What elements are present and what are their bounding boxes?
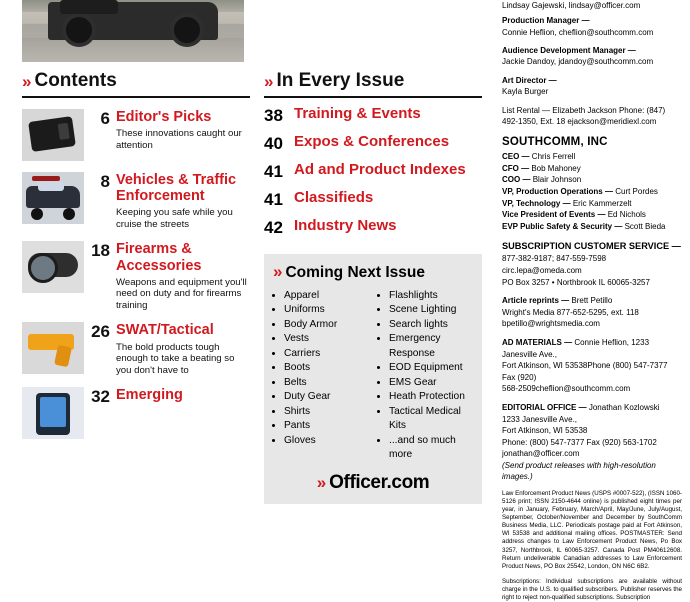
entry-title[interactable]: Emerging (116, 387, 183, 404)
role-label: Production Manager — (502, 16, 590, 26)
chevron-double-right-icon: » (264, 72, 272, 91)
item-page: 41 (264, 162, 283, 181)
entry-desc: Weapons and equipment you'll need on duty and for firearms training (116, 276, 247, 311)
contents-entry[interactable] (22, 387, 250, 439)
list-item: • Pants (284, 419, 368, 433)
entry-page: 6 (100, 109, 110, 128)
chevron-double-right-icon: » (22, 72, 30, 91)
launcher-thumb (22, 322, 84, 374)
entry-desc: These innovations caught our attention (116, 128, 242, 151)
ad-materials-line: Fort Atkinson, WI 53538Phone (800) 547-7377 Fax (920) (502, 361, 668, 382)
subscription-line[interactable]: circ.lepa@omeda.com (502, 265, 582, 275)
list-item: • Heath Protection (389, 390, 473, 404)
list-item: • Emergency Response (389, 332, 473, 361)
contents-heading-label: Contents (34, 70, 117, 91)
coming-next-column-2 (378, 289, 473, 463)
list-item: • Shirts (284, 405, 368, 419)
item-title[interactable]: Ad and Product Indexes (294, 161, 466, 178)
entry-desc: The bold products tough enough to take a beating so you don't have to (116, 341, 235, 376)
list-item: • Flashlights (389, 289, 473, 303)
subscription-title: SUBSCRIPTION CUSTOMER SERVICE — (502, 241, 681, 252)
device-thumb (22, 109, 84, 161)
officer-brand-label[interactable]: Officer.com (329, 471, 430, 493)
coming-next-heading-label: Coming Next Issue (285, 264, 425, 281)
every-issue-heading (264, 70, 482, 92)
officer-name: Chris Ferrell (531, 152, 576, 162)
every-issue-heading-label: In Every Issue (276, 70, 405, 91)
item-page: 41 (264, 190, 283, 209)
photo-road (22, 38, 244, 62)
editorial-line[interactable]: jonathan@officer.com (502, 449, 580, 459)
editorial-line: Jonathan Kozlowski (588, 402, 660, 412)
item-title[interactable]: Training & Events (294, 105, 421, 122)
contents-entry[interactable] (22, 322, 250, 376)
list-item[interactable] (264, 162, 482, 182)
list-item: • Search lights (389, 318, 473, 332)
item-page: 42 (264, 218, 283, 237)
item-page: 40 (264, 134, 283, 153)
contents-column (22, 70, 250, 439)
list-item: • EOD Equipment (389, 361, 473, 375)
item-title[interactable]: Industry News (294, 217, 397, 234)
list-item: • Scene Lighting (389, 303, 473, 317)
list-item: • Vests (284, 332, 368, 346)
contents-entry[interactable] (22, 241, 250, 311)
ad-materials-line: Connie Heflion, 1233 Janesville Ave., (502, 337, 650, 359)
reprints-contact: Brett Petillo (571, 296, 613, 306)
divider (264, 96, 482, 98)
editorial-line: 1233 Janesville Ave., (502, 414, 578, 424)
officer-name: Blair Johnson (532, 175, 582, 185)
list-item: • Duty Gear (284, 390, 368, 404)
officer-role: EVP Public Safety & Security — (502, 221, 623, 231)
coming-next-issue-box (264, 254, 482, 504)
item-page: 38 (264, 106, 283, 125)
editorial-note: (Send product releases with high-resolution images.) (502, 460, 656, 482)
role-name: Connie Heflion, cheflion@southcomm.com (502, 27, 654, 37)
list-item: • Belts (284, 376, 368, 390)
list-item: • Uniforms (284, 303, 368, 317)
entry-title[interactable]: Vehicles & Traffic Enforcement (116, 172, 237, 205)
armored-truck-shape (48, 2, 218, 40)
chevron-double-right-icon: » (316, 472, 325, 492)
contents-entry[interactable] (22, 172, 250, 230)
entry-title[interactable]: Firearms & Accessories (116, 241, 202, 274)
company-title: SOUTHCOMM, INC (502, 136, 608, 149)
item-title[interactable]: Classifieds (294, 189, 374, 206)
subscription-line: PO Box 3257 • Northbrook IL 60065-3257 (502, 277, 650, 287)
list-item: • Boots (284, 361, 368, 375)
officer-name: Curt Pordes (615, 187, 658, 197)
masthead-column (502, 0, 682, 602)
coming-next-heading (273, 262, 473, 282)
list-item: • Carriers (284, 347, 368, 361)
list-rental-line: List Rental — Elizabeth Jackson Phone: (847) 492-1350, Ext. 18 ejackson@meridiexl.com (502, 105, 666, 126)
tablet-thumb (22, 387, 84, 439)
officer-role: VP, Production Operations — (502, 187, 613, 197)
masthead-top (502, 0, 682, 127)
company-officers (502, 151, 682, 232)
ad-materials-title: AD MATERIALS — (502, 337, 573, 347)
entry-title[interactable]: Editor's Picks (116, 109, 212, 125)
hero-photo (22, 0, 244, 62)
masthead-line: Lindsay Gajewski, lindsay@officer.com (502, 1, 641, 10)
legal-text: Law Enforcement Product News (USPS #0007-522), (ISSN 1060-5126 print; ISSN 2150-4644 online) is published eight times per year, in January, February, March/April, May/June, July/August, September, October/November and December by SouthComm Business Media, LLC. Periodicals postage paid at Fort Atkinson, WI 53538 and additional mailing offices. POSTMASTER: Send address changes to Law Enforcement Product News, Po Box 3257, Northbrook, IL 60065-3257. Canada Post PM40612608. Return undeliverable Canadian addresses to Law Enforcement Product News, PO Box 25542, London, ON N6C 6B2. (502, 490, 682, 570)
truck-wheel-right (170, 13, 204, 47)
list-item[interactable] (264, 106, 482, 126)
entry-title[interactable]: SWAT/Tactical (116, 322, 214, 339)
officer-name: Ed Nichols (607, 210, 646, 220)
coming-next-column-1 (273, 289, 368, 463)
entry-page: 18 (91, 241, 110, 261)
entry-desc: Keeping you safe while you cruise the streets (116, 207, 233, 230)
officer-name: Scott Bieda (624, 221, 666, 231)
ad-materials-line[interactable]: 568-2509cheflion@southcomm.com (502, 384, 631, 394)
every-issue-column (264, 70, 482, 504)
divider (22, 96, 250, 98)
every-issue-list (264, 106, 482, 238)
list-item: • Gloves (284, 434, 368, 448)
list-item: • Body Armor (284, 318, 368, 332)
role-label: Audience Development Manager — (502, 46, 636, 56)
contents-heading (22, 70, 250, 92)
list-item[interactable] (264, 218, 482, 238)
officer-name: Eric Kammerzelt (572, 198, 632, 208)
officer-name: Bob Mahoney (531, 163, 581, 173)
reprints-line[interactable]: bpetillo@wrightsmedia.com (502, 319, 600, 329)
role-label: Art Director — (502, 75, 557, 85)
list-item[interactable] (264, 134, 482, 154)
officer-role: Vice President of Events — (502, 210, 606, 220)
list-item[interactable] (264, 190, 482, 210)
chevron-double-right-icon: » (273, 262, 281, 281)
entry-page: 32 (91, 387, 110, 407)
entry-page: 26 (91, 322, 110, 342)
officer-brand[interactable] (273, 472, 473, 494)
officer-role: CEO — (502, 152, 530, 162)
editorial-title: EDITORIAL OFFICE — (502, 402, 587, 412)
subscription-line: 877-382-9187; 847-559-7598 (502, 254, 607, 264)
list-item: • Apparel (284, 289, 368, 303)
officer-role: VP, Technology — (502, 198, 571, 208)
police-suv-thumb (22, 172, 84, 224)
optic-thumb (22, 241, 84, 293)
contents-entry[interactable] (22, 109, 250, 161)
role-name: Kayla Burger (502, 87, 549, 97)
officer-role: COO — (502, 175, 531, 185)
list-item: • Tactical Medical Kits (389, 405, 473, 434)
list-item: • ...and so much more (389, 434, 473, 463)
reprints-line: Wright's Media 877-652-5295, ext. 118 (502, 307, 639, 317)
role-name: Jackie Dandoy, jdandoy@southcomm.com (502, 57, 654, 67)
truck-wheel-left (62, 13, 96, 47)
editorial-line: Phone: (800) 547-7377 Fax (920) 563-1702 (502, 437, 657, 447)
list-item: • EMS Gear (389, 376, 473, 390)
entry-page: 8 (100, 172, 110, 191)
legal-text-2: Subscriptions: Individual subscriptions are available without charge in the U.S. to qualified subscribers. Publisher reserves the right to reject non-qualified subscriptions. Subscription (502, 577, 682, 601)
officer-role: CFO — (502, 163, 530, 173)
item-title[interactable]: Expos & Conferences (294, 133, 450, 150)
editorial-line: Fort Atkinson, WI 53538 (502, 426, 588, 436)
reprints-title: Article reprints — (502, 296, 570, 306)
